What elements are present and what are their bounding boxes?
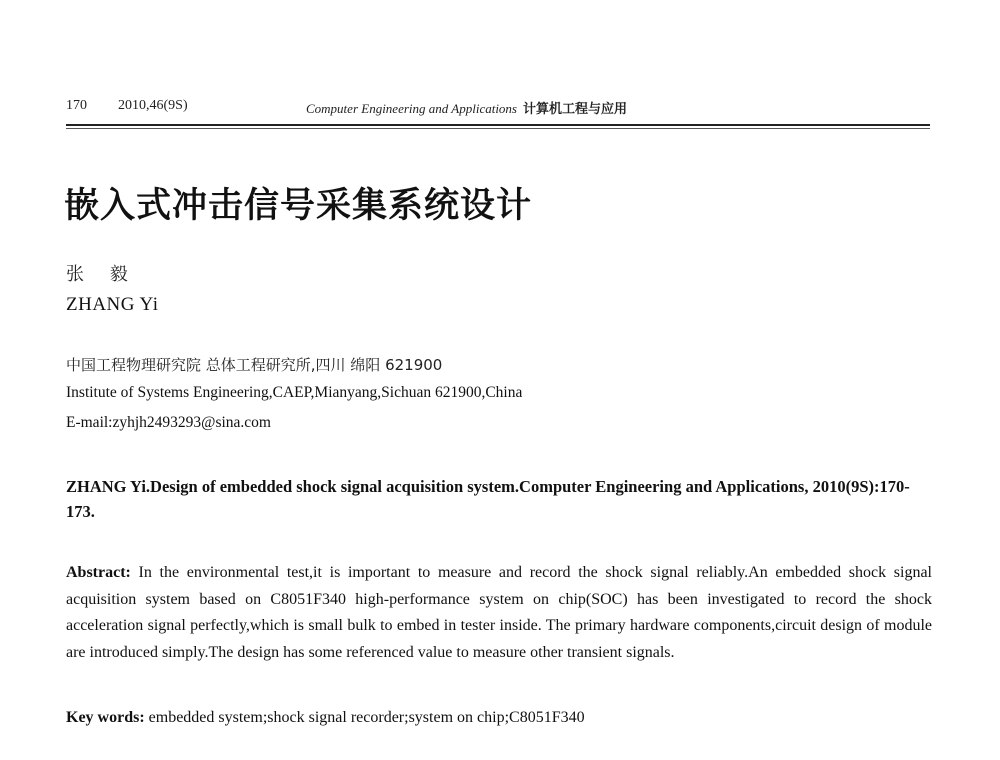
header-rule-thin: [66, 128, 930, 129]
affiliation-en: Institute of Systems Engineering,CAEP,Mianyang,Sichuan 621900,China: [66, 384, 523, 401]
abstract-text: In the environmental test,it is important to measure and record the shock signal reliably.An embedded shock signal acquisition system based on C8051F340 high-performance system on chip(SOC) has been investigated to record the shock acceleration signal perfectly,which is small bulk to embed in tester inside. The primary hardware components,circuit design of module are introduced simply.The design has some referenced value to measure other transient signals.: [66, 564, 933, 661]
citation: ZHANG Yi.Design of embedded shock signal acquisition system.Computer Engineering and Applications, 2010(9S):170-173.: [66, 477, 910, 521]
paper-title: 嵌入式冲击信号采集系统设计: [64, 186, 533, 226]
page-number: 170: [66, 98, 87, 113]
running-header: [66, 98, 930, 120]
author-name-en: ZHANG Yi: [66, 294, 159, 315]
keywords-text: embedded system;shock signal recorder;system on chip;C8051F340: [148, 709, 585, 726]
keywords-label: Key words:: [66, 709, 145, 726]
keywords: [66, 706, 932, 730]
volume-issue: 2010,46(9S): [118, 98, 188, 113]
abstract: [66, 560, 932, 666]
abstract-label: Abstract:: [66, 564, 131, 581]
journal-name: [306, 98, 627, 118]
author-name-cn: 张 毅: [66, 264, 138, 285]
journal-name-cn: 计算机工程与应用: [523, 102, 628, 117]
affiliation-cn: 中国工程物理研究院 总体工程研究所,四川 绵阳 621900: [66, 356, 443, 374]
author-email: E-mail:zyhjh2493293@sina.com: [66, 414, 271, 431]
journal-name-en: Computer Engineering and Applications: [306, 101, 517, 116]
header-rule: [66, 124, 930, 126]
